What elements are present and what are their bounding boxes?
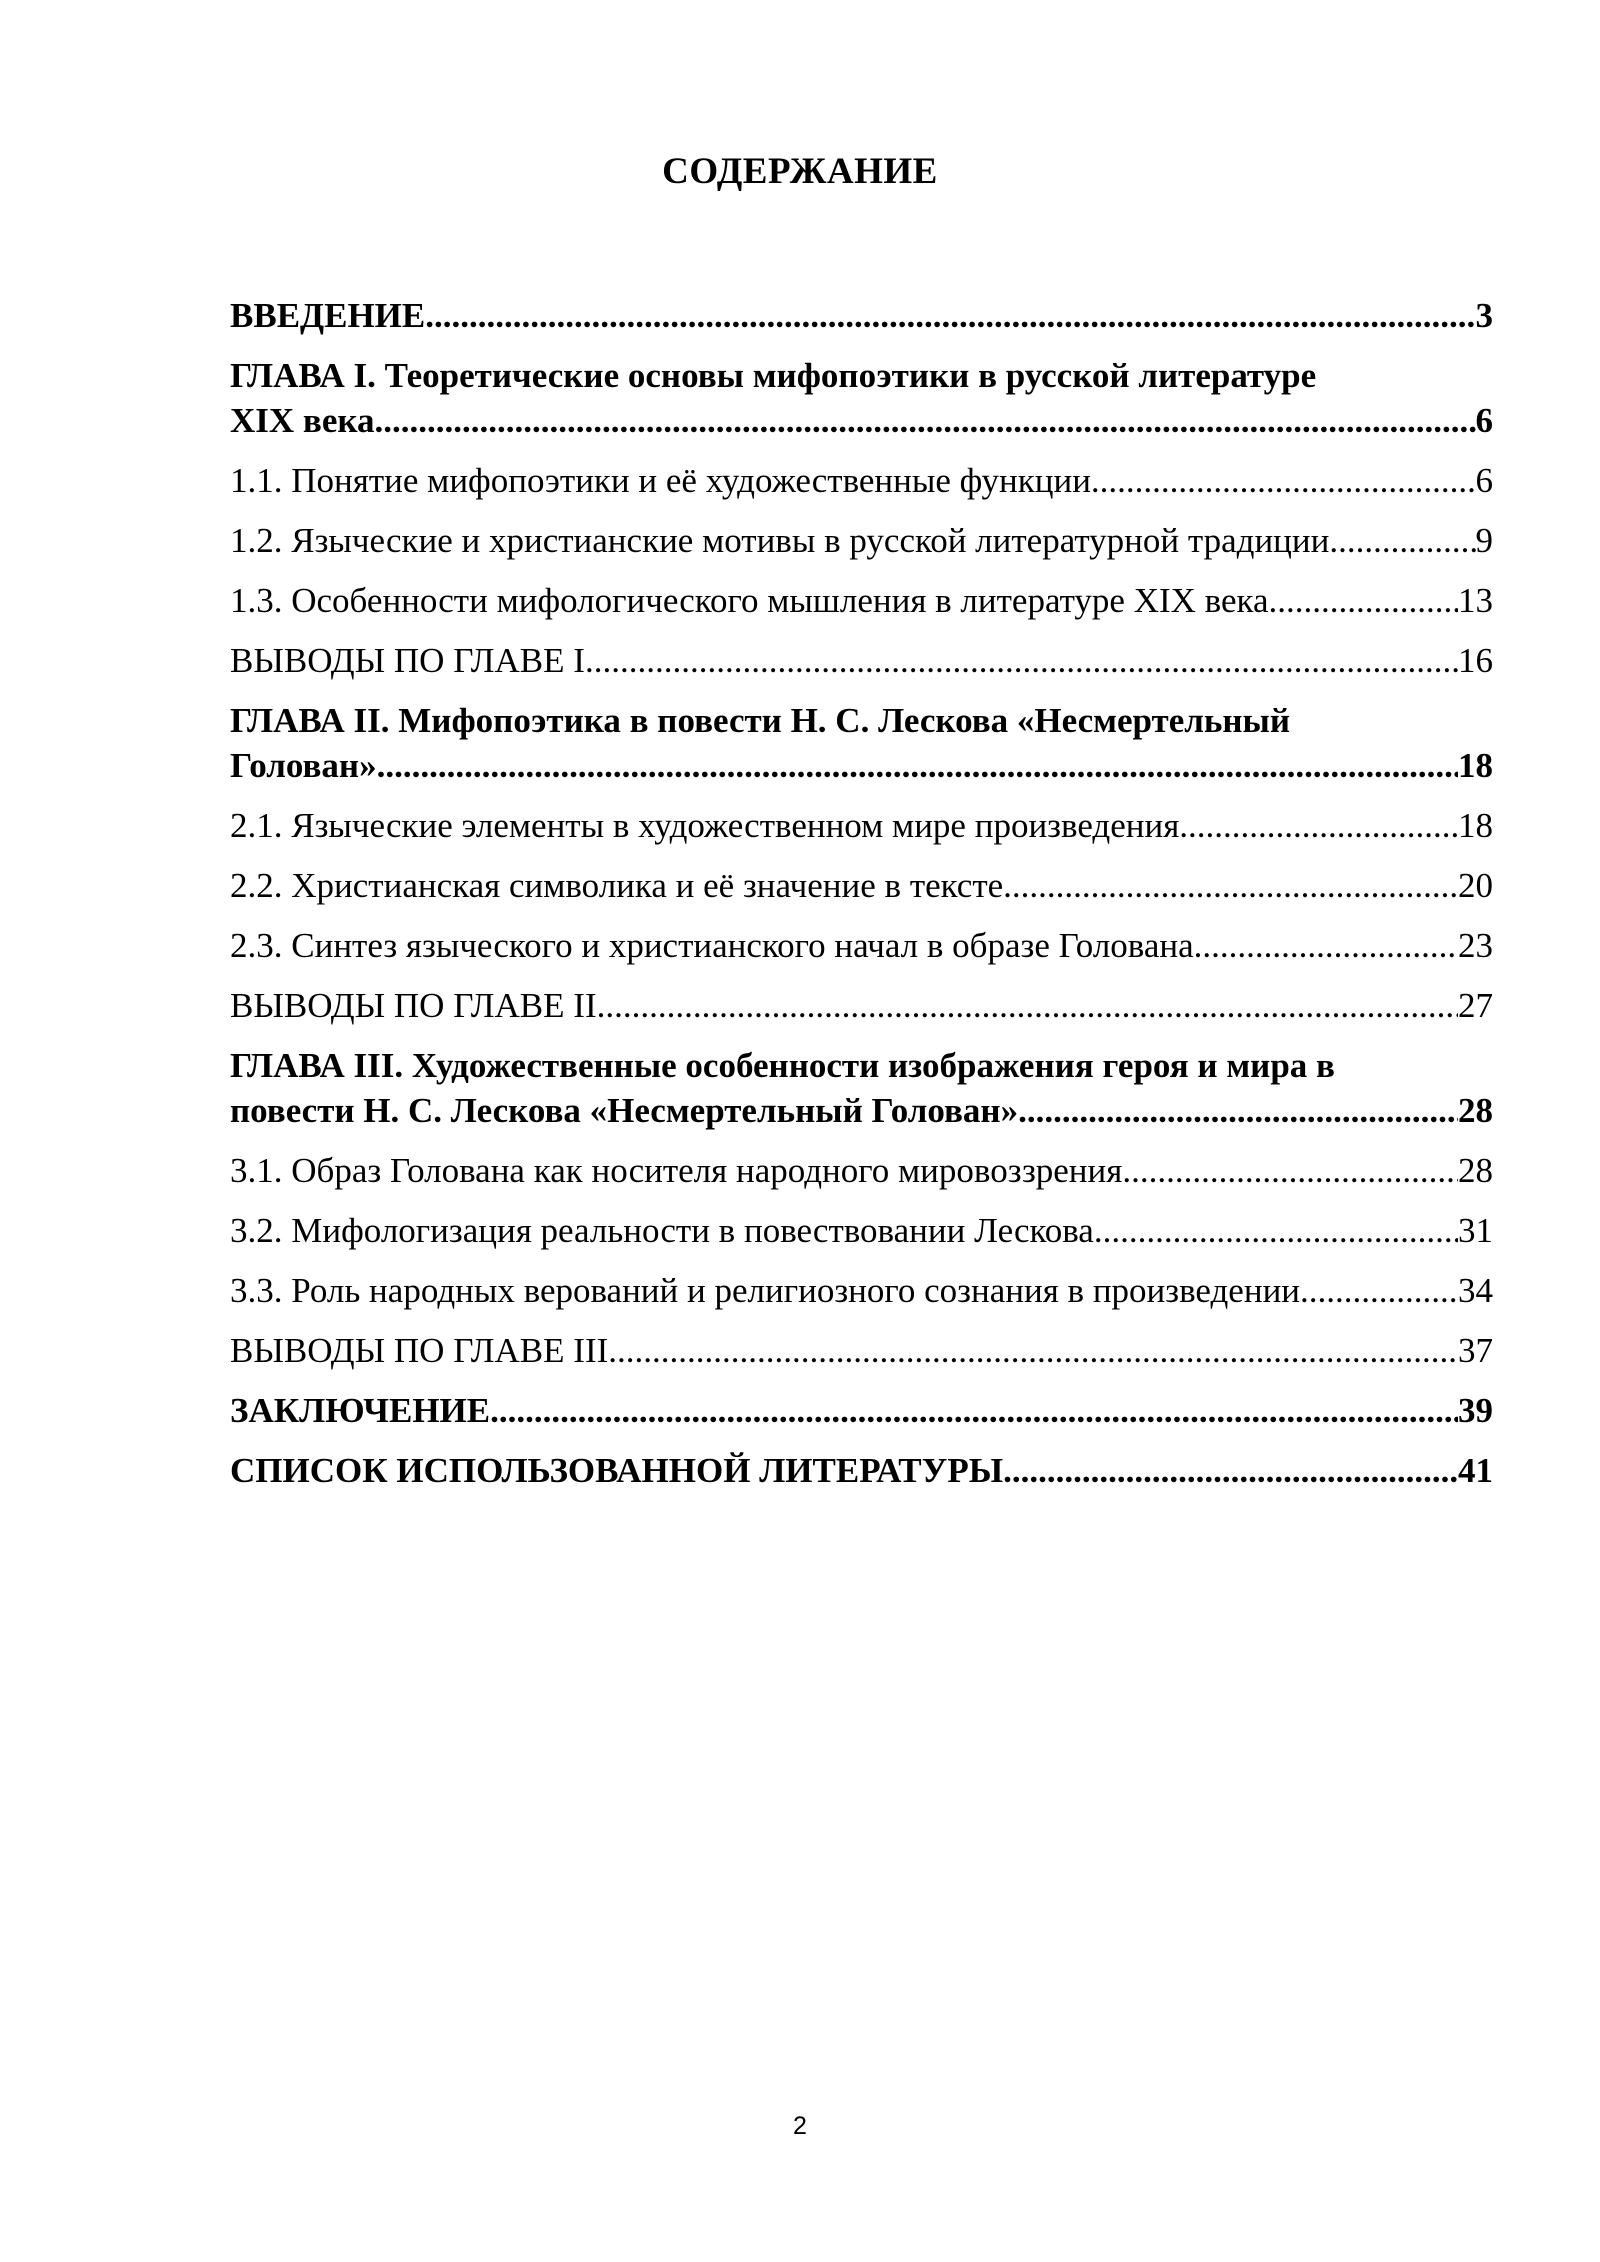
toc-entry-line: [230, 743, 1493, 788]
toc-entry-label: XIX века: [230, 401, 375, 440]
toc-leader-dots: [377, 743, 1458, 788]
toc-entry: [230, 983, 1493, 1028]
toc-entry-page-number: 34: [1458, 1271, 1493, 1310]
toc-leader-dots: [585, 638, 1458, 683]
toc-entry-line: [230, 1208, 1493, 1253]
toc-leader-dots: [1003, 1448, 1458, 1493]
toc-entry-label: ВВЕДЕНИЕ: [230, 296, 426, 335]
toc-entry: [230, 1448, 1493, 1493]
toc-leader-dots: [608, 1328, 1458, 1373]
toc-leader-dots: [1179, 803, 1458, 848]
toc-entry-page-number: 20: [1458, 866, 1493, 905]
toc-entry-heading-line: ГЛАВА II. Мифопоэтика в повести Н. С. Лескова «Несмертельный: [230, 701, 1291, 740]
toc-entry-heading-line: ГЛАВА III. Художественные особенности изображения героя и мира в: [230, 1046, 1335, 1085]
toc-entry-line: [230, 578, 1493, 623]
toc-leader-dots: [1269, 578, 1458, 623]
toc-entry: [230, 1268, 1493, 1313]
toc-entry-heading-line: ГЛАВА I. Теоретические основы мифопоэтики в русской литературе: [230, 356, 1317, 395]
toc-entry-label: ЗАКЛЮЧЕНИЕ: [230, 1391, 491, 1430]
toc-leader-dots: [490, 1388, 1458, 1433]
toc-entry-line: [230, 983, 1493, 1028]
toc-leader-dots: [1300, 1268, 1458, 1313]
toc-entry-label: 1.3. Особенности мифологического мышления в литературе XIX века: [230, 581, 1269, 620]
page-title: СОДЕРЖАНИЕ: [662, 151, 938, 192]
toc-entry: [230, 518, 1493, 563]
table-of-contents: [230, 293, 1493, 1508]
toc-leader-dots: [1094, 1208, 1458, 1253]
toc-entry-page-number: 6: [1475, 461, 1493, 500]
toc-entry-line: [230, 458, 1493, 503]
toc-entry: [230, 458, 1493, 503]
toc-leader-dots: [375, 398, 1476, 443]
toc-entry-page-number: 28: [1458, 1151, 1493, 1190]
toc-entry: [230, 353, 1493, 443]
toc-entry-line: [230, 1148, 1493, 1193]
toc-entry: [230, 698, 1493, 788]
toc-entry: [230, 578, 1493, 623]
toc-entry-label: 3.3. Роль народных верований и религиозного сознания в произведении: [230, 1271, 1301, 1310]
toc-entry-page-number: 41: [1458, 1451, 1493, 1490]
toc-entry-page-number: 27: [1458, 986, 1493, 1025]
toc-entry-line: [230, 1388, 1493, 1433]
toc-leader-dots: [1329, 518, 1475, 563]
toc-entry-page-number: 6: [1475, 401, 1493, 440]
toc-entry-line: [230, 638, 1493, 683]
toc-entry-page-number: 31: [1458, 1211, 1493, 1250]
toc-leader-dots: [1194, 923, 1458, 968]
toc-leader-dots: [1003, 863, 1458, 908]
toc-entry-label: 1.1. Понятие мифопоэтики и её художественные функции: [230, 461, 1091, 500]
toc-entry-label: СПИСОК ИСПОЛЬЗОВАННОЙ ЛИТЕРАТУРЫ: [230, 1451, 1004, 1490]
page-number: 2: [793, 2112, 807, 2140]
toc-leader-dots: [1091, 458, 1476, 503]
toc-entry-label: 2.1. Языческие элементы в художественном мире произведения: [230, 806, 1180, 845]
toc-entry-line: [230, 1268, 1493, 1313]
toc-entry: [230, 1388, 1493, 1433]
toc-entry-page-number: 37: [1458, 1331, 1493, 1370]
toc-entry-label: ВЫВОДЫ ПО ГЛАВЕ III: [230, 1331, 609, 1370]
toc-entry-page-number: 18: [1458, 746, 1493, 785]
toc-entry: [230, 293, 1493, 338]
toc-leader-dots: [1018, 1088, 1458, 1133]
toc-entry-line: [230, 398, 1493, 443]
toc-entry: [230, 1328, 1493, 1373]
toc-entry-page-number: 39: [1458, 1391, 1493, 1430]
toc-entry: [230, 863, 1493, 908]
toc-entry-label: ВЫВОДЫ ПО ГЛАВЕ II: [230, 986, 597, 1025]
toc-entry-line: [230, 293, 1493, 338]
toc-entry-page-number: 9: [1475, 521, 1493, 560]
toc-entry-page-number: 16: [1458, 641, 1493, 680]
toc-entry: [230, 803, 1493, 848]
toc-entry: [230, 923, 1493, 968]
toc-entry-page-number: 18: [1458, 806, 1493, 845]
toc-entry-label: 1.2. Языческие и христианские мотивы в русской литературной традиции: [230, 521, 1330, 560]
toc-entry: [230, 1148, 1493, 1193]
toc-leader-dots: [1122, 1148, 1458, 1193]
toc-entry-line: [230, 923, 1493, 968]
toc-entry-label: 3.1. Образ Голована как носителя народного мировоззрения: [230, 1151, 1123, 1190]
toc-leader-dots: [425, 293, 1475, 338]
toc-entry-line: [230, 863, 1493, 908]
toc-entry: [230, 638, 1493, 683]
toc-entry: [230, 1208, 1493, 1253]
toc-entry-page-number: 28: [1458, 1091, 1493, 1130]
toc-entry-label: 2.3. Синтез языческого и христианского начал в образе Голована: [230, 926, 1194, 965]
toc-entry-line: [230, 518, 1493, 563]
toc-entry-label: ВЫВОДЫ ПО ГЛАВЕ I: [230, 641, 585, 680]
toc-entry-line: [230, 1448, 1493, 1493]
toc-entry-line: [230, 803, 1493, 848]
toc-entry-line: [230, 1088, 1493, 1133]
toc-entry-page-number: 13: [1458, 581, 1493, 620]
toc-entry-label: 3.2. Мифологизация реальности в повествовании Лескова: [230, 1211, 1094, 1250]
toc-entry-line: [230, 1328, 1493, 1373]
toc-entry-page-number: 23: [1458, 926, 1493, 965]
toc-entry: [230, 1043, 1493, 1133]
toc-entry-label: Голован»: [230, 746, 377, 785]
toc-entry-page-number: 3: [1475, 296, 1493, 335]
toc-leader-dots: [597, 983, 1458, 1028]
toc-entry-label: повести Н. С. Лескова «Несмертельный Голован»: [230, 1091, 1019, 1130]
toc-entry-label: 2.2. Христианская символика и её значение в тексте: [230, 866, 1004, 905]
